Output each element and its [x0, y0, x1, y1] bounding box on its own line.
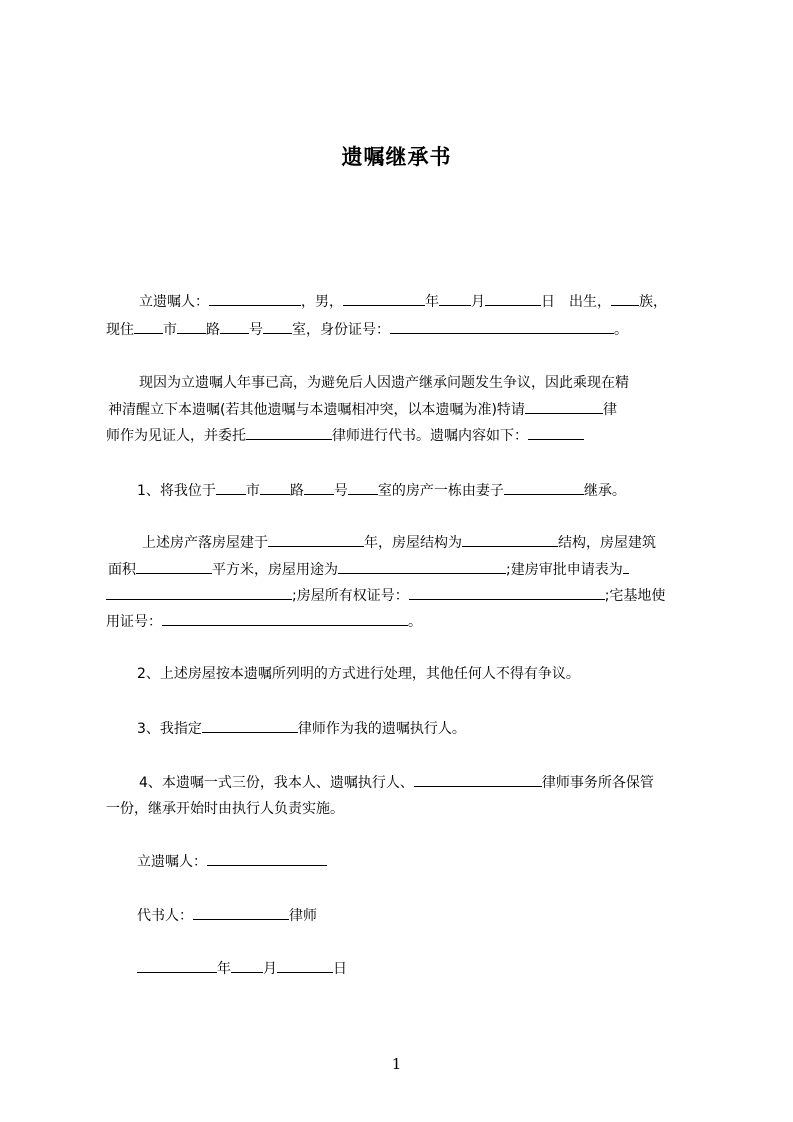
- id-number-label: 室，身份证号：: [292, 322, 390, 338]
- reason-text: 神清醒立下本遗嘱(若其他遗嘱与本遗嘱相冲突，以本遗嘱为准)特请: [108, 402, 525, 418]
- built-year-blank[interactable]: [268, 532, 364, 547]
- house-line-1: [142, 532, 656, 553]
- usage-blank[interactable]: [338, 559, 506, 574]
- law-firm-blank[interactable]: [414, 772, 542, 787]
- city-label: 市: [245, 483, 260, 499]
- period: 。: [614, 322, 628, 338]
- road-label: 路: [289, 483, 304, 499]
- city-blank[interactable]: [134, 319, 163, 334]
- writer-signature-label: 代书人：: [137, 908, 193, 924]
- ownership-label: ;房屋所有权证号：: [292, 588, 409, 604]
- testator-signature-blank[interactable]: [207, 851, 327, 866]
- number-label: 号: [333, 483, 348, 499]
- witness-text: 师作为见证人，并委托: [106, 428, 246, 444]
- date-month-blank[interactable]: [231, 958, 263, 973]
- wife-text: 室的房产一栋由妻子: [377, 483, 504, 499]
- area-text: 结构，房屋建筑: [558, 535, 656, 551]
- area-label: 面积: [108, 562, 136, 578]
- built-text: 上述房产落房屋建于: [142, 535, 268, 551]
- month-label: 月: [263, 961, 277, 977]
- reason-line-2: [108, 399, 617, 420]
- clause-4-line-1: [139, 772, 654, 793]
- area-blank[interactable]: [136, 559, 212, 574]
- room-blank[interactable]: [263, 319, 292, 334]
- property-road-blank[interactable]: [260, 480, 290, 495]
- certificate-blank[interactable]: [162, 611, 408, 626]
- usage-label: 平方米，房屋用途为: [212, 562, 338, 578]
- property-room-blank[interactable]: [348, 480, 378, 495]
- intro-line-1: [139, 291, 667, 312]
- address-label: 现住: [106, 322, 134, 338]
- year-label: 年: [425, 294, 439, 310]
- property-city-blank[interactable]: [216, 480, 246, 495]
- clause-4-text: 4、本遗嘱一式三份，我本人、遗嘱执行人、: [139, 775, 414, 791]
- testator-signature-label: 立遗嘱人：: [137, 854, 207, 870]
- testator-name-blank[interactable]: [209, 291, 301, 306]
- house-line-3: [106, 585, 665, 606]
- page-number: 1: [391, 1055, 402, 1073]
- executor-text: 律师作为我的遗嘱执行人。: [297, 721, 466, 737]
- property-number-blank[interactable]: [304, 480, 334, 495]
- reason-line-1: 现因为立遗嘱人年事已高，为避免后人因遗产继承问题发生争议，因此乘现在精: [139, 375, 629, 391]
- clause-4-line-2: 一份，继承开始时由执行人负责实施。: [106, 801, 344, 817]
- clause-1-text: 1、将我位于: [137, 483, 216, 499]
- certificate-label: 用证号：: [106, 614, 162, 630]
- date-day-blank[interactable]: [277, 958, 333, 973]
- clause-2: 2、上述房屋按本遗嘱所列明的方式进行处理，其他任何人不得有争议。: [137, 666, 580, 682]
- clause-3-text: 3、我指定: [137, 721, 202, 737]
- birth-year-blank[interactable]: [343, 291, 425, 306]
- testator-label: 立遗嘱人：: [139, 294, 209, 310]
- writer-lawyer-blank[interactable]: [246, 425, 332, 440]
- content-blank[interactable]: [528, 425, 584, 440]
- wife-name-blank[interactable]: [504, 480, 584, 495]
- ethnicity-blank[interactable]: [611, 291, 639, 306]
- birth-month-blank[interactable]: [439, 291, 471, 306]
- gender-text: ，男，: [301, 294, 343, 310]
- structure-text: 年，房屋结构为: [364, 535, 462, 551]
- testator-signature-line: [137, 851, 327, 872]
- intro-line-2: [106, 319, 628, 340]
- approval-blank-start[interactable]: [623, 559, 629, 574]
- clause-1: [137, 480, 626, 501]
- year-label: 年: [217, 961, 231, 977]
- city-label: 市: [163, 322, 177, 338]
- house-line-2: [108, 559, 629, 580]
- inherit-text: 继承。: [583, 483, 626, 499]
- number-blank[interactable]: [220, 319, 249, 334]
- document-title: 遗嘱继承书: [341, 145, 452, 169]
- road-label: 路: [206, 322, 220, 338]
- day-birth-label: 日 出生，: [541, 294, 611, 310]
- lawyer-suffix: 律师: [289, 908, 317, 924]
- period: 。: [408, 614, 422, 630]
- structure-blank[interactable]: [462, 532, 558, 547]
- month-label: 月: [471, 294, 485, 310]
- clause-3: [137, 718, 466, 739]
- writer-text: 律师进行代书。遗嘱内容如下：: [332, 428, 528, 444]
- approval-label: ;建房审批申请表为: [506, 562, 623, 578]
- ethnicity-label: 族，: [639, 294, 667, 310]
- house-line-4: [106, 611, 422, 632]
- date-line: [137, 958, 347, 979]
- day-label: 日: [333, 961, 347, 977]
- writer-signature-blank[interactable]: [193, 905, 289, 920]
- law-firm-text: 律师事务所各保管: [541, 775, 654, 791]
- approval-blank[interactable]: [106, 585, 292, 600]
- id-number-blank[interactable]: [390, 319, 614, 334]
- reason-line-3: [106, 425, 584, 446]
- homestead-label: ;宅基地使: [604, 588, 666, 604]
- witness-lawyer-blank[interactable]: [525, 399, 603, 414]
- number-label: 号: [249, 322, 263, 338]
- ownership-blank[interactable]: [409, 585, 605, 600]
- writer-signature-line: [137, 905, 317, 926]
- road-blank[interactable]: [177, 319, 206, 334]
- lawyer-char: 律: [602, 402, 617, 418]
- date-year-blank[interactable]: [137, 958, 217, 973]
- birth-day-blank[interactable]: [485, 291, 541, 306]
- executor-lawyer-blank[interactable]: [202, 718, 298, 733]
